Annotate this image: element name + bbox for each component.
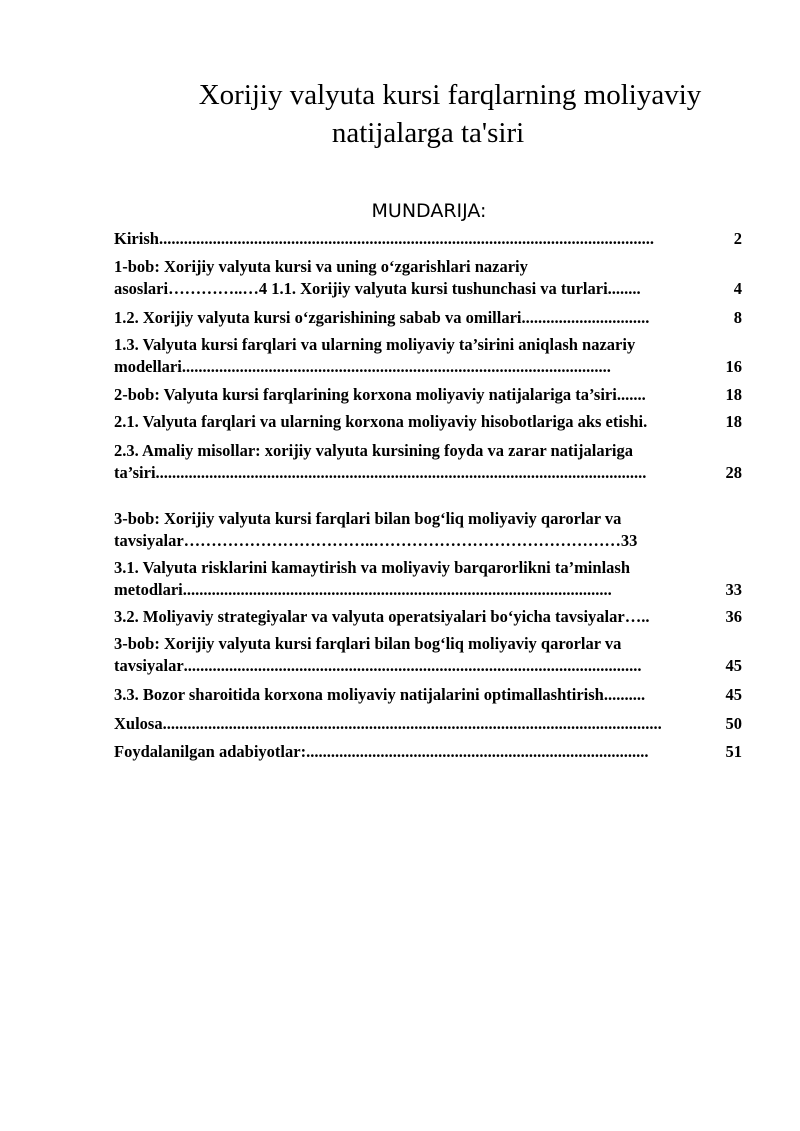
toc-leader-dots: .......... bbox=[603, 685, 646, 704]
toc-entry-title: 2.1. Valyuta farqlari va ularning korxona moliyaviy hisobotlariga aks etishi bbox=[114, 412, 644, 431]
toc-leader-dots: ....................................................................................................................... bbox=[155, 463, 647, 482]
toc-entry-chapter-1[interactable] bbox=[114, 256, 742, 300]
toc-entry-section-1-2[interactable] bbox=[114, 307, 742, 329]
toc-leader-dots: ….. bbox=[624, 607, 650, 626]
toc-entry-title: 2.3. Amaliy misollar: xorijiy valyuta kursining foyda va zarar natijalariga bbox=[114, 441, 633, 460]
toc-entry-section-3-3[interactable] bbox=[114, 684, 742, 706]
toc-entry-title-cont: modellari bbox=[114, 357, 182, 376]
toc-page-number: 33 bbox=[725, 580, 742, 599]
toc-leader-dots: ........................................................................................................ bbox=[181, 357, 611, 376]
toc-entry-title: 1.2. Xorijiy valyuta kursi o‘zgarishining sabab va omillari bbox=[114, 308, 522, 327]
toc-leader-dots: ........................................................................................................ bbox=[182, 580, 612, 599]
toc-entry-bibliography[interactable] bbox=[114, 741, 742, 763]
toc-leader-dots: ........................................................................................................................ bbox=[158, 229, 654, 248]
toc-page-number: 16 bbox=[725, 357, 742, 376]
toc-entry-section-1-3[interactable] bbox=[114, 334, 742, 378]
toc-entry-kirish[interactable] bbox=[114, 228, 742, 250]
toc-leader-dots: ................................................................................... bbox=[306, 742, 649, 761]
toc-entry-title: Xulosa bbox=[114, 714, 163, 733]
toc-entry-title: 1.3. Valyuta kursi farqlari va ularning moliyaviy ta’sirini aniqlash nazariy bbox=[114, 335, 636, 354]
toc-page-number: 50 bbox=[725, 714, 742, 733]
toc-leader-dots: ............................................................................................................... bbox=[183, 656, 642, 675]
toc-page-number: 28 bbox=[725, 463, 742, 482]
toc-entry-title-cont: tavsiyalar bbox=[114, 656, 184, 675]
toc-page-number: 51 bbox=[725, 742, 742, 761]
document-title bbox=[150, 76, 750, 152]
toc-entry-title: 1-bob: Xorijiy valyuta kursi va uning o‘zgarishlari nazariy bbox=[114, 257, 528, 276]
toc-entry-title-cont: asoslari…………..…4 1.1. Xorijiy valyuta kursi tushunchasi va turlari bbox=[114, 279, 608, 298]
toc-entry-section-2-1[interactable] bbox=[114, 411, 742, 433]
toc-entry-section-3-1[interactable] bbox=[114, 557, 742, 601]
toc-entry-chapter-3-repeat[interactable] bbox=[114, 633, 742, 677]
toc-entry-chapter-3[interactable] bbox=[114, 508, 754, 552]
toc-entry-title: 3-bob: Xorijiy valyuta kursi farqlari bilan bog‘liq moliyaviy qarorlar va bbox=[114, 509, 622, 528]
toc-page-number: 18 bbox=[725, 412, 742, 431]
toc-page-number: 45 bbox=[725, 685, 742, 704]
toc-entry-title: Foydalanilgan adabiyotlar: bbox=[114, 742, 307, 761]
title-line-1: Xorijiy valyuta kursi farqlarning moliyaviy bbox=[198, 79, 702, 111]
toc-page-number: 36 bbox=[725, 607, 742, 626]
toc-entry-title-cont: ta’siri bbox=[114, 463, 156, 482]
toc-entry-section-3-2[interactable] bbox=[114, 606, 742, 628]
toc-leader-dots: ......................................................................................................................... bbox=[162, 714, 662, 733]
toc-leader-dots: ........ bbox=[607, 279, 641, 298]
toc-page-number: 4 bbox=[733, 279, 742, 298]
toc-leader-dots: . bbox=[643, 412, 648, 431]
toc-entry-title: 3.2. Moliyaviy strategiyalar va valyuta operatsiyalari bo‘yicha tavsiyalar bbox=[114, 607, 625, 626]
toc-entry-title: Kirish bbox=[114, 229, 159, 248]
toc-entry-title: 3-bob: Xorijiy valyuta kursi farqlari bilan bog‘liq moliyaviy qarorlar va bbox=[114, 634, 622, 653]
toc-page-number: 2 bbox=[733, 229, 742, 248]
toc-entry-title: 3.1. Valyuta risklarini kamaytirish va moliyaviy barqarorlikni ta’minlash bbox=[114, 558, 631, 577]
toc-page-number: 8 bbox=[733, 308, 742, 327]
toc-entry-title-cont: metodlari bbox=[114, 580, 183, 599]
toc-leader-dots: ....... bbox=[616, 385, 646, 404]
toc-entry-section-2-3[interactable] bbox=[114, 440, 742, 484]
title-line-2: natijalarga ta'siri bbox=[331, 117, 525, 149]
toc-entry-title-cont: tavsiyalar……………………………..………………………………………33 bbox=[114, 531, 638, 550]
toc-entry-title: 2-bob: Valyuta kursi farqlarining korxona moliyaviy natijalariga ta’siri bbox=[114, 385, 617, 404]
toc-entry-chapter-2[interactable] bbox=[114, 384, 742, 406]
toc-heading: MUNDARIJA: bbox=[371, 200, 487, 222]
toc-page-number: 18 bbox=[725, 385, 742, 404]
toc-leader-dots: ............................... bbox=[521, 308, 650, 327]
toc-entry-title: 3.3. Bozor sharoitida korxona moliyaviy natijalarini optimallashtirish bbox=[114, 685, 604, 704]
toc-entry-xulosa[interactable] bbox=[114, 713, 742, 735]
toc-page-number: 45 bbox=[725, 656, 742, 675]
